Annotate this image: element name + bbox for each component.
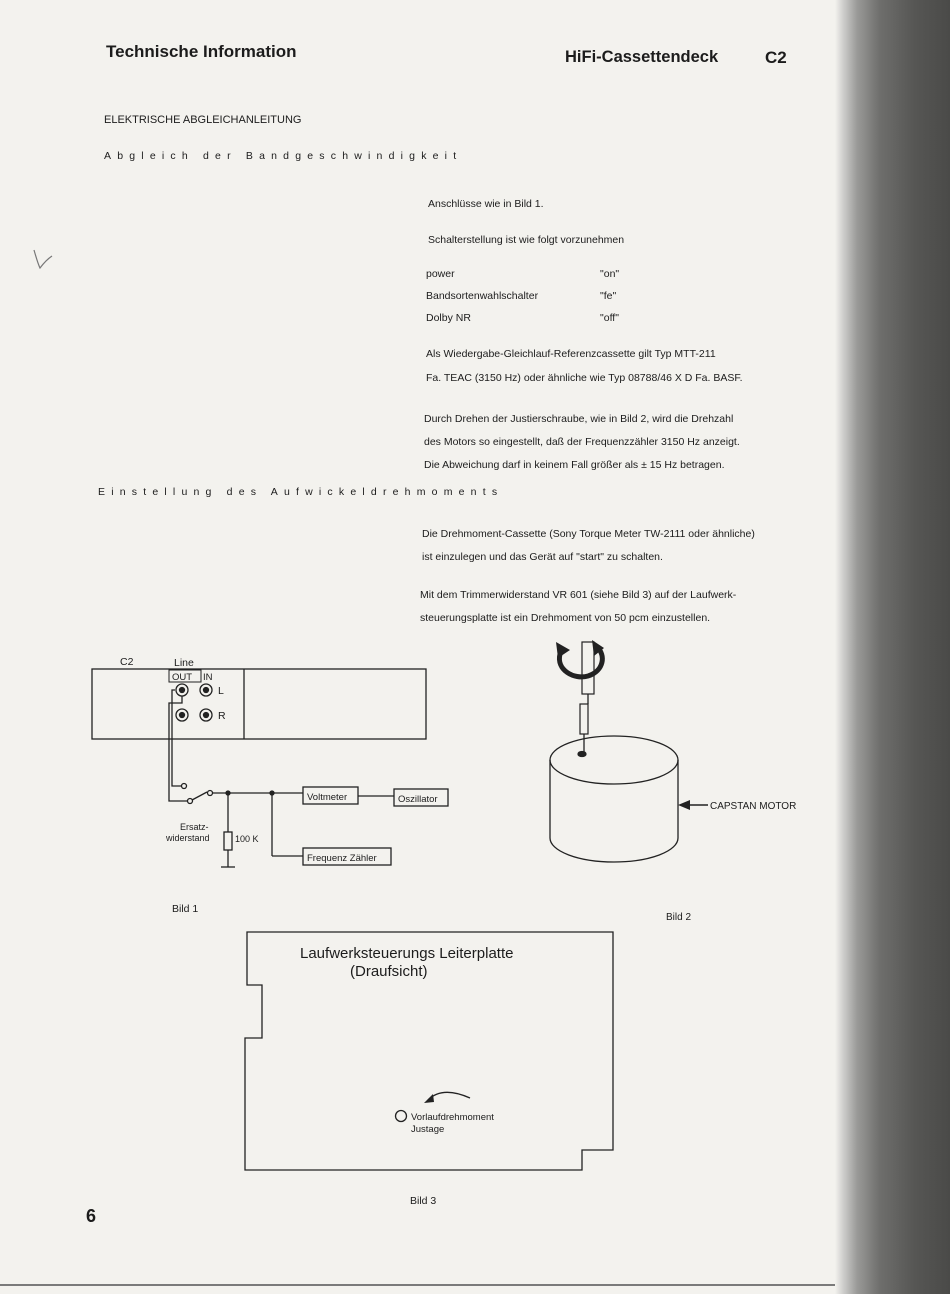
switch-value: "fe"	[600, 290, 617, 302]
screwdriver-handle	[582, 642, 594, 694]
section-heading: ELEKTRISCHE ABGLEICHANLEITUNG	[104, 114, 302, 126]
figure-2-caption: Bild 2	[666, 912, 692, 923]
motor-top	[550, 736, 678, 784]
device-box	[92, 669, 426, 739]
resistor-value: 100 K	[235, 834, 259, 844]
out-label: OUT	[172, 672, 193, 683]
counter-label: Frequenz Zähler	[307, 853, 377, 864]
in-label: IN	[203, 672, 213, 683]
header-model: C2	[765, 48, 787, 67]
trim-label-2: Justage	[411, 1124, 445, 1135]
figure-1-caption: Bild 1	[172, 903, 199, 915]
pcb-title-1: Laufwerksteuerungs Leiterplatte	[300, 945, 514, 962]
right-channel-label: R	[218, 710, 226, 722]
subheading-torque: Einstellung des Aufwickeldrehmoments	[98, 486, 504, 498]
capstan-motor-label: CAPSTAN MOTOR	[710, 801, 797, 812]
torque-line-4: steuerungsplatte ist ein Drehmoment von 50 pcm einzustellen.	[420, 612, 711, 624]
margin-mark	[34, 250, 52, 268]
page-number: 6	[86, 1206, 97, 1226]
line-label: Line	[174, 657, 194, 669]
resistor-symbol	[224, 832, 232, 850]
torque-line-2: ist einzulegen und das Gerät auf "start" zu schalten.	[422, 551, 663, 563]
trimmer-vr601	[396, 1111, 407, 1122]
pcb-title-2: (Draufsicht)	[350, 963, 428, 980]
reference-line-2: Fa. TEAC (3150 Hz) oder ähnliche wie Typ 08788/46 X D Fa. BASF.	[426, 372, 743, 384]
switch-value: "off"	[600, 312, 619, 324]
voltmeter-label: Voltmeter	[307, 792, 348, 803]
adjust-line-1: Durch Drehen der Justierschraube, wie in Bild 2, wird die Drehzahl	[424, 413, 734, 425]
substitute-label-2: widerstand	[166, 833, 210, 843]
switch-intro: Schalterstellung ist wie folgt vorzunehmen	[428, 234, 625, 246]
scan-edge	[0, 1284, 835, 1286]
trim-arrow	[428, 1092, 470, 1100]
motor-bottom	[550, 838, 678, 862]
torque-line-1: Die Drehmoment-Cassette (Sony Torque Meter TW-2111 oder ähnliche)	[422, 528, 755, 540]
header-left-title: Technische Information	[106, 42, 297, 61]
switch-value: "on"	[600, 268, 620, 280]
figure-2-diagram	[550, 640, 708, 862]
adjust-line-3: Die Abweichung darf in keinem Fall größer als ± 15 Hz betragen.	[424, 459, 725, 471]
switch-name: Dolby NR	[426, 312, 471, 324]
binding-shadow	[835, 0, 950, 1294]
figure-3-caption: Bild 3	[410, 1195, 437, 1207]
reference-line-1: Als Wiedergabe-Gleichlauf-Referenzcassette gilt Typ MTT-211	[426, 348, 716, 360]
subheading-speed: Abgleich der Bandgeschwindigkeit	[104, 150, 463, 162]
figure-1-diagram	[92, 669, 448, 867]
switch-lever	[192, 792, 207, 800]
adjust-line-2: des Motors so eingestellt, daß der Frequenzzähler 3150 Hz anzeigt.	[424, 436, 740, 448]
substitute-label-1: Ersatz-	[180, 822, 209, 832]
trim-label-1: Vorlaufdrehmoment	[411, 1112, 494, 1123]
connections-text: Anschlüsse wie in Bild 1.	[428, 198, 544, 210]
oscillator-label: Oszillator	[398, 794, 438, 805]
device-label: C2	[120, 656, 134, 668]
switch-name: power	[426, 268, 455, 280]
left-channel-label: L	[218, 685, 224, 697]
header-right-title: HiFi-Cassettendeck	[565, 48, 719, 66]
torque-line-3: Mit dem Trimmerwiderstand VR 601 (siehe Bild 3) auf der Laufwerk-	[420, 589, 737, 601]
switch-name: Bandsortenwahlschalter	[426, 290, 539, 302]
